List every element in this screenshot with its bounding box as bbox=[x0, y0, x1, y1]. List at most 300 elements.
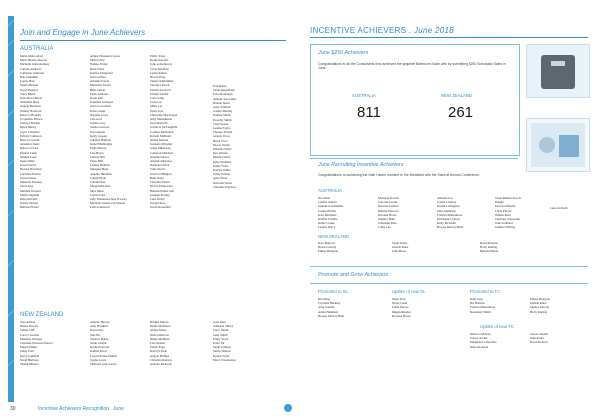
name-entry: Patricia O'Keefe bbox=[495, 204, 516, 209]
name-entry: Dorothy Smith bbox=[213, 117, 232, 122]
name-entry: Sharon Este bbox=[90, 58, 105, 63]
name-entry: Isobel Hambridge bbox=[90, 142, 113, 147]
name-entry: Linda Purves bbox=[495, 208, 512, 213]
name-entry: Patricia Kovtsch bbox=[150, 87, 171, 92]
name-entry: Rebecca McKay bbox=[470, 332, 491, 336]
name-entry: Beth Orton bbox=[150, 175, 164, 180]
b2-au-col-4 bbox=[495, 196, 521, 230]
name-entry: Nadine Farley bbox=[90, 62, 108, 67]
name-entry: Terrie Rosenfeld bbox=[150, 205, 171, 210]
name-entry: Michelle Allan-Ramsey bbox=[20, 62, 50, 67]
name-entry: Kelly McGrath bbox=[437, 221, 456, 226]
name-entry: Jessica Goodwin bbox=[90, 104, 111, 109]
name-entry: Karen David bbox=[20, 163, 36, 168]
name-entry: Christy Hill bbox=[90, 154, 105, 159]
name-entry: Raewyn Peck bbox=[150, 349, 167, 354]
name-entry: Tania Dunkel Woods bbox=[495, 196, 521, 200]
name-entry: Tania Low bbox=[150, 108, 164, 113]
name-entry: Jollouann Klea bbox=[378, 221, 397, 226]
name-entry: Catherine Armestis bbox=[20, 70, 44, 75]
name-entry: Fiona Gibbons bbox=[90, 91, 109, 96]
name-entry: Leisa Zerbach bbox=[550, 206, 568, 210]
block3-title: Promote and Grow Achievers bbox=[318, 272, 389, 278]
name-entry: Katie Tai bbox=[213, 341, 225, 346]
promoted-tc-list-2 bbox=[530, 297, 550, 314]
name-entry: Angela Boultons bbox=[20, 104, 41, 109]
name-entry: Belinda Howard bbox=[378, 208, 399, 213]
name-entry: Kathy Wells bbox=[213, 163, 229, 168]
name-entry: Tracy Smith bbox=[213, 328, 229, 333]
name-entry: Zelia Malherbe bbox=[437, 208, 456, 213]
name-entry: Margaret Hunt bbox=[90, 167, 109, 172]
name-entry: Emma Hodgson bbox=[318, 249, 339, 254]
name-entry: Linda Purves bbox=[392, 305, 409, 310]
name-entry: Belinda Pinder rent bbox=[150, 188, 175, 193]
name-entry: Elaine Page bbox=[150, 345, 165, 350]
name-entry: Chevonne Macfadyen bbox=[150, 112, 178, 117]
name-entry: Christina Parrin bbox=[150, 180, 170, 185]
name-entry: Brooke Molloy-Hunt bbox=[318, 313, 345, 318]
name-entry: Katie Gould bbox=[90, 108, 106, 113]
name-entry: Angela Phillips bbox=[150, 353, 170, 358]
name-entry: Annette Rickards bbox=[150, 362, 172, 367]
name-entry: Beth Galvin bbox=[90, 87, 106, 92]
block2-nz-label: NEW ZEALAND bbox=[318, 234, 350, 239]
name-entry: Judy Ninamond-Jane O'Leary bbox=[90, 196, 127, 201]
name-entry: Kelsey Wylie bbox=[213, 353, 230, 358]
name-entry: Kristell Millburn bbox=[150, 133, 172, 138]
name-entry: Sandra Beattie bbox=[20, 83, 39, 88]
name-entry: Dee Warren bbox=[213, 151, 228, 156]
name-entry: Kimvalek Colloch bbox=[437, 217, 460, 222]
name-entry: Sandra Greaves bbox=[90, 125, 110, 130]
name-entry: Jane Ho bbox=[90, 332, 101, 337]
name-entry: Marianne Friend bbox=[90, 83, 111, 88]
name-entry: Felicity Cameron bbox=[20, 133, 42, 138]
name-entry: Rosemary Smith bbox=[470, 309, 491, 314]
name-entry: Leanne Holman bbox=[90, 163, 110, 168]
stripe-pattern-icon bbox=[8, 16, 14, 402]
name-entry: Belinda Hundt bbox=[480, 249, 499, 254]
australia-label: AUSTRALIA bbox=[20, 46, 54, 52]
b2-au-col-3 bbox=[437, 196, 463, 230]
name-entry: Joanne Barnes bbox=[318, 208, 336, 213]
header-underline bbox=[310, 37, 588, 38]
name-entry: Melissa Webb bbox=[213, 155, 231, 160]
name-entry: Lorraine Gould bbox=[378, 200, 398, 205]
name-entry: Karen Bedsley bbox=[20, 87, 39, 92]
name-entry: Sarah Joseph bbox=[90, 341, 107, 346]
name-entry: Rachel Kincaid bbox=[90, 345, 110, 350]
name-entry: Amanda Morrisro bbox=[150, 159, 173, 164]
name-entry: Allison Cook bbox=[20, 154, 37, 159]
name-entry: Lisa Hayes bbox=[90, 150, 104, 155]
name-entry: Frances Manzamore bbox=[470, 305, 496, 310]
name-entry: Annette Hutchins bbox=[90, 171, 112, 176]
block2-title: June Recruiting Incentive Achievers bbox=[318, 162, 404, 168]
name-entry: Amy Hawkins bbox=[90, 324, 108, 329]
name-entry: Emma Hodgson bbox=[530, 297, 551, 301]
au-names-col-1 bbox=[20, 54, 49, 210]
name-entry: Malia-Malia Abad bbox=[20, 54, 43, 58]
name-entry: Lisa Graf bbox=[90, 117, 102, 122]
name-entry: Katrina Kroll bbox=[90, 349, 107, 354]
block2-bottom-rule bbox=[310, 266, 588, 267]
name-entry: Monique Dickens bbox=[20, 336, 43, 341]
name-entry: Jennifer Hunt bbox=[378, 217, 395, 222]
name-entry: Fiona Hill bbox=[90, 159, 103, 164]
breakfast-stars-image bbox=[526, 118, 590, 172]
name-entry: Erica Roxburgh bbox=[213, 92, 233, 97]
name-entry: Aimee Mates bbox=[150, 328, 167, 333]
name-entry: Cathy Lee bbox=[378, 225, 391, 230]
name-entry: Susan Dey bbox=[20, 184, 34, 189]
name-entry: Marci Wrachenzie bbox=[213, 357, 236, 362]
name-entry: Kerry Gambrill bbox=[20, 353, 40, 358]
name-entry: Katrina Criddle bbox=[318, 217, 338, 222]
name-entry: Annette Harvey bbox=[90, 320, 110, 324]
name-entry: Janine Cliff bbox=[20, 328, 35, 333]
name-entry: Rylie Widdney bbox=[213, 159, 232, 164]
name-entry: Belinda Eldred bbox=[20, 205, 39, 210]
name-entry: Simonne Delaney bbox=[20, 180, 43, 185]
name-entry: Bri Holman bbox=[470, 301, 485, 306]
name-entry: Bridget Mason bbox=[150, 320, 169, 324]
name-entry: Hazel Vicci bbox=[213, 138, 228, 143]
name-entry: Claudia Ibec bbox=[90, 180, 106, 185]
footer-text: Incentive Achievers Recognition . June bbox=[38, 406, 124, 412]
name-entry: Adelaide Sillery bbox=[213, 324, 234, 329]
name-entry: Karen Hey bbox=[90, 328, 104, 333]
name-entry: Brooke Molloy-Hunt bbox=[437, 225, 464, 230]
name-entry: Kellie Cooke bbox=[318, 221, 335, 226]
name-entry: Rachana Nafrat bbox=[150, 163, 170, 168]
uptiles-tc-list bbox=[470, 332, 497, 349]
name-entry: Shelley Moody bbox=[530, 305, 549, 310]
name-entry: Sonja Mikelsons bbox=[150, 146, 171, 151]
name-entry: Amy Schmidt bbox=[213, 105, 231, 110]
name-entry: Nicole Pankowski bbox=[150, 184, 173, 189]
name-entry: Johanna Hatfield bbox=[90, 138, 112, 143]
nz-names-col-4 bbox=[213, 320, 236, 362]
name-entry: Sonzenn Milpanic bbox=[150, 142, 173, 147]
name-entry: Leanne Darcy bbox=[318, 225, 336, 230]
left-decorative-stripe bbox=[8, 16, 14, 402]
header-date: . June 2018 bbox=[408, 26, 455, 35]
name-entry: Amanda Lee bbox=[437, 196, 453, 200]
name-entry: Brooke Davidson bbox=[20, 167, 42, 172]
name-entry: Trina Norris bbox=[150, 167, 166, 172]
name-entry: Jaydie Lewis bbox=[90, 357, 107, 362]
name-entry: Veronica Kloch bbox=[150, 83, 170, 88]
name-entry: Jennifer Willing bbox=[495, 225, 516, 230]
name-entry: Bonnie Seton bbox=[213, 100, 230, 105]
name-entry: Tania Ford bbox=[392, 297, 406, 301]
nz-names-col-2 bbox=[90, 320, 117, 366]
name-entry: Sarah Tolhurst bbox=[213, 345, 232, 350]
b2-nz-col-1 bbox=[318, 241, 338, 254]
name-entry: Shanai Hillerre bbox=[20, 362, 39, 367]
b2-au-col-2 bbox=[378, 196, 399, 230]
name-entry: Deborah Allan bbox=[470, 344, 489, 349]
name-entry: Bau Armellihs bbox=[20, 75, 38, 80]
name-entry: Sara Allison bbox=[20, 320, 36, 324]
name-entry: Melinda Dorrant bbox=[20, 188, 41, 193]
name-entry: Jessica Fitzu bbox=[90, 75, 106, 80]
name-entry: Lowell Krake-Monds bbox=[90, 353, 117, 358]
name-entry: Rowena Howe bbox=[378, 212, 397, 217]
name-entry: Caitlin Hyde bbox=[90, 175, 106, 180]
new-zealand-label: NEW ZEALAND bbox=[20, 312, 64, 318]
name-entry: Annaliese Armanitis bbox=[318, 204, 344, 209]
name-entry: Jessica Dean bbox=[20, 175, 36, 180]
au-names-col-4 bbox=[213, 84, 236, 189]
name-entry: Skye Innes bbox=[90, 188, 104, 193]
name-entry: Dawn Roberts bbox=[530, 340, 548, 345]
name-entry: Holly Rolling bbox=[530, 309, 548, 314]
name-entry: Nicole King bbox=[150, 75, 166, 80]
block3-rule bbox=[310, 283, 588, 284]
nz-names-col-1 bbox=[20, 320, 53, 366]
name-entry: Amanda Fonda bbox=[90, 79, 109, 84]
header-title: INCENTIVE ACHIEVERS bbox=[310, 26, 407, 35]
name-entry: Carol Crowther bbox=[20, 332, 40, 337]
name-entry: Cindy Wilson bbox=[213, 172, 231, 177]
name-entry: Kate Batchelor bbox=[318, 212, 337, 217]
name-entry: Glenda Knox bbox=[530, 301, 547, 306]
left-page-title: Join and Engage in June Achievers bbox=[20, 28, 146, 37]
name-entry: Nicola Walsh bbox=[213, 142, 230, 147]
name-entry: Rebecca Clark bbox=[20, 146, 39, 151]
name-entry: Kesha Kavallo bbox=[150, 58, 169, 63]
name-entry: Miranda Webb bbox=[213, 147, 232, 152]
name-entry: Annie Hammon bbox=[318, 309, 338, 314]
name-entry: Crystelle Buckley bbox=[318, 301, 341, 306]
name-entry: Karina Dutton bbox=[20, 201, 38, 206]
name-entry: Leanne Taylor bbox=[213, 126, 231, 131]
block2-au-label: AUSTRALIA bbox=[318, 188, 342, 193]
name-entry: Leila Jasamovic bbox=[90, 205, 111, 210]
name-entry: Lena Petley bbox=[150, 196, 165, 201]
name-entry: Jolie-sa Kelleway bbox=[150, 62, 173, 67]
name-entry: Rylee Burley bbox=[20, 125, 37, 130]
name-entry: Katrina Fitzgerald bbox=[90, 70, 113, 75]
name-entry: Leanne Arnold bbox=[318, 200, 337, 205]
scale-product-icon bbox=[527, 45, 589, 97]
name-entry: Neroma Grumse bbox=[378, 204, 399, 209]
name-entry: Emily Jones bbox=[150, 54, 166, 58]
name-entry: Tahnee Ross bbox=[495, 212, 511, 217]
name-entry: Samantha Borg bbox=[20, 100, 40, 105]
name-entry: Jeanette Potting bbox=[150, 192, 170, 197]
name-entry: Del Allan bbox=[318, 297, 330, 301]
name-entry: Jacqueline Brown bbox=[20, 117, 43, 122]
block1-title: June $250 Achievers bbox=[318, 50, 369, 56]
name-entry: Rowena Howe bbox=[392, 313, 411, 318]
name-entry: Kath Gray bbox=[470, 297, 483, 301]
block1-au-label: AUSTRALIA bbox=[352, 93, 376, 98]
name-entry: Nicki Cotell bbox=[392, 301, 408, 306]
name-entry: Amy Mainsheena bbox=[150, 117, 172, 122]
name-entry: Tracy Bland bbox=[20, 91, 36, 96]
name-entry: Carlene Andrews bbox=[20, 66, 42, 71]
name-entry: Amy Wood bbox=[213, 176, 228, 181]
name-entry: Ranglé bbox=[495, 200, 504, 205]
name-entry: Frances Manzamore bbox=[437, 212, 463, 217]
name-entry: Joanne Sharing bbox=[213, 109, 232, 114]
name-entry: Kara Burford bbox=[318, 241, 335, 245]
uptiles-tc-list-2 bbox=[530, 332, 548, 345]
name-entry: Corinne Mohamon bbox=[150, 129, 174, 134]
name-entry: Christine Davies bbox=[20, 171, 41, 176]
b2-nz-col-3 bbox=[480, 241, 498, 254]
name-entry: Erika Harvey bbox=[90, 146, 107, 151]
b2-nz-col-2 bbox=[392, 241, 408, 254]
name-entry: Nikita Muffield bbox=[150, 336, 170, 341]
name-entry: Vanessa Bryden bbox=[20, 121, 40, 126]
name-entry: Christine Wyldeos bbox=[213, 184, 236, 189]
name-entry: Carla Lang bbox=[150, 96, 164, 101]
name-entry: Vicki Spann bbox=[213, 121, 229, 126]
name-entry: Louise Lindsay bbox=[437, 200, 457, 205]
name-entry: Sarah Irvine bbox=[392, 241, 408, 245]
name-entry: Maria Buelle Abascia bbox=[20, 58, 47, 63]
name-entry: Janie Elder bbox=[530, 336, 544, 341]
block2-top-rule bbox=[310, 158, 518, 159]
name-entry: Monique Dowds bbox=[378, 196, 399, 200]
name-entry: Julie Moon bbox=[392, 249, 407, 254]
block1-description: Congratulations to all the Consultants who achieved the graphite Bathroom Scale with by submitting $250 Scholastic Sales in June. bbox=[318, 62, 506, 71]
name-entry: Sarah Reigsmann bbox=[213, 88, 235, 93]
name-entry: Erin Reilly bbox=[213, 84, 227, 88]
name-entry: Dawn Roberts bbox=[480, 241, 498, 245]
name-entry: Amanda Moore bbox=[150, 154, 170, 159]
name-entry: Sheila Dugnam bbox=[20, 192, 40, 197]
promoted-sl-list bbox=[318, 297, 344, 318]
name-entry: Boris Feber bbox=[90, 66, 105, 71]
name-entry: Kathleen Gillespie bbox=[90, 100, 114, 105]
name-entry: Amy Gamble bbox=[318, 305, 335, 310]
name-entry: Lisa Nelson bbox=[150, 341, 165, 346]
name-entry: Christina Ramsay bbox=[150, 357, 173, 362]
block1-au-value: 811 bbox=[357, 104, 381, 121]
name-entry: Jenny Ford bbox=[20, 349, 34, 354]
name-entry: Alyssa Tapsell bbox=[530, 332, 549, 336]
name-entry: Deborah Duff bbox=[20, 196, 38, 201]
block1-nz-value: 261 bbox=[448, 104, 474, 121]
page-marker-icon bbox=[284, 404, 292, 412]
name-entry: Joanne Gray bbox=[90, 121, 106, 126]
name-entry: Charlotte Dawson-Drewer bbox=[20, 341, 53, 346]
name-entry: Tarni Lee bbox=[150, 100, 162, 105]
name-entry: Toni Maxwell bbox=[150, 121, 168, 126]
name-entry: Deborah Wurst bbox=[213, 180, 232, 185]
name-entry: Megan Elkins bbox=[20, 345, 38, 350]
name-entry: Julie Sothland bbox=[495, 221, 513, 226]
name-entry: Debra Merlock bbox=[150, 332, 169, 337]
name-entry: Jessica Offington bbox=[150, 171, 172, 176]
promoted-tc-title: Promoted to TC bbox=[470, 289, 501, 294]
name-entry: Tracey Archer bbox=[470, 336, 488, 341]
name-entry: Josie Rees bbox=[213, 320, 226, 324]
name-entry: Janet Smith bbox=[213, 332, 228, 337]
name-entry: Wendy Kuchel bbox=[150, 91, 169, 96]
name-entry: Katrina White bbox=[213, 168, 231, 173]
name-entry: Rebecca Bransby bbox=[20, 112, 42, 117]
bathroom-scale-image bbox=[526, 44, 590, 98]
name-entry: Aimee Molton bbox=[150, 138, 169, 143]
name-entry: Emily Stock bbox=[213, 336, 229, 341]
name-entry: Michelle Jansen van Vuuren bbox=[90, 201, 126, 206]
name-entry: Bianca Carvelli bbox=[20, 138, 40, 143]
page-number: 30 bbox=[10, 406, 16, 412]
uptiles-sl-list bbox=[392, 297, 411, 318]
name-entry: Charlotte Slaciordle bbox=[495, 217, 520, 222]
name-entry: scarlet le McLaughlin bbox=[150, 125, 178, 130]
name-entry: Angela Vacas bbox=[213, 134, 230, 139]
name-entry: Susie Daher bbox=[20, 159, 36, 164]
name-entry: Hanna Bowers bbox=[20, 324, 39, 329]
incentive-achievers-header bbox=[310, 26, 454, 35]
name-entry: Pamela Clark bbox=[20, 150, 37, 155]
name-entry: Noemi Livingston bbox=[437, 204, 460, 209]
name-entry: Shannon Lyne-Lewis bbox=[90, 362, 117, 367]
uptiles-sl-title: Uptiles of new SL bbox=[392, 289, 426, 294]
name-entry: Rosie Gill bbox=[90, 96, 103, 101]
promoted-sl-title: Promoted to SL bbox=[318, 289, 348, 294]
june-250-achievers-panel bbox=[310, 44, 520, 156]
name-entry: Pamie Matthews bbox=[150, 324, 171, 329]
name-entry: Stevie Warren bbox=[213, 349, 231, 354]
name-entry: Meaghan Cornacchio bbox=[470, 340, 497, 345]
name-entry: Louise Baer bbox=[20, 79, 36, 84]
au-names-col-2 bbox=[90, 54, 127, 210]
name-entry: Dana Boca-Davis bbox=[20, 96, 42, 101]
b2-au-col-1 bbox=[318, 196, 343, 230]
name-entry: Del Allan bbox=[318, 196, 330, 200]
title-underline bbox=[20, 40, 286, 41]
promoted-tc-list bbox=[470, 297, 495, 314]
b2-au-col-5 bbox=[550, 206, 568, 210]
name-entry: Margaretha Ilias bbox=[90, 184, 111, 189]
name-entry: Glenda Knoz bbox=[392, 245, 409, 250]
name-entry: Katrina Smith bbox=[213, 113, 231, 118]
block1-nz-label: NEW ZEALAND bbox=[441, 93, 473, 98]
name-entry: Evelyn Rose bbox=[150, 201, 166, 206]
event-photo-icon bbox=[527, 119, 589, 171]
name-entry: Cameron Mitchell bbox=[150, 150, 173, 155]
name-entry: Valerie Klimshmet bbox=[150, 79, 174, 84]
name-entry: Jill Gregson bbox=[90, 129, 106, 134]
name-entry: Sarah Harrison bbox=[20, 357, 39, 362]
au-names-col-3 bbox=[150, 54, 177, 210]
name-entry: Kelly Gropke bbox=[90, 133, 107, 138]
name-entry: Annette Seacombe bbox=[213, 96, 237, 101]
uptiles-tc-title: Uptiles of new TC bbox=[480, 324, 514, 329]
name-entry: Therese Truslin bbox=[213, 130, 233, 135]
name-entry: Natasha Grace bbox=[90, 112, 109, 117]
name-entry: Vanessa Horne bbox=[90, 336, 109, 341]
block2-description: Congratulations on achieving the Safe Haven moment to the Breakfast with the Stars at Annual Conference. bbox=[318, 173, 480, 177]
name-entry: Joyce Caballero bbox=[20, 129, 40, 134]
name-entry: Megan Rhodes bbox=[392, 309, 411, 314]
name-entry: Amanda Chand bbox=[20, 142, 40, 147]
nz-names-col-3 bbox=[150, 320, 172, 366]
name-entry: Helen Cotterly bbox=[318, 245, 337, 250]
name-entry: Jacon Kershaw bbox=[150, 66, 169, 71]
name-entry: Miles Lei bbox=[150, 104, 162, 109]
name-entry: Lynne Kilnes bbox=[150, 70, 167, 75]
